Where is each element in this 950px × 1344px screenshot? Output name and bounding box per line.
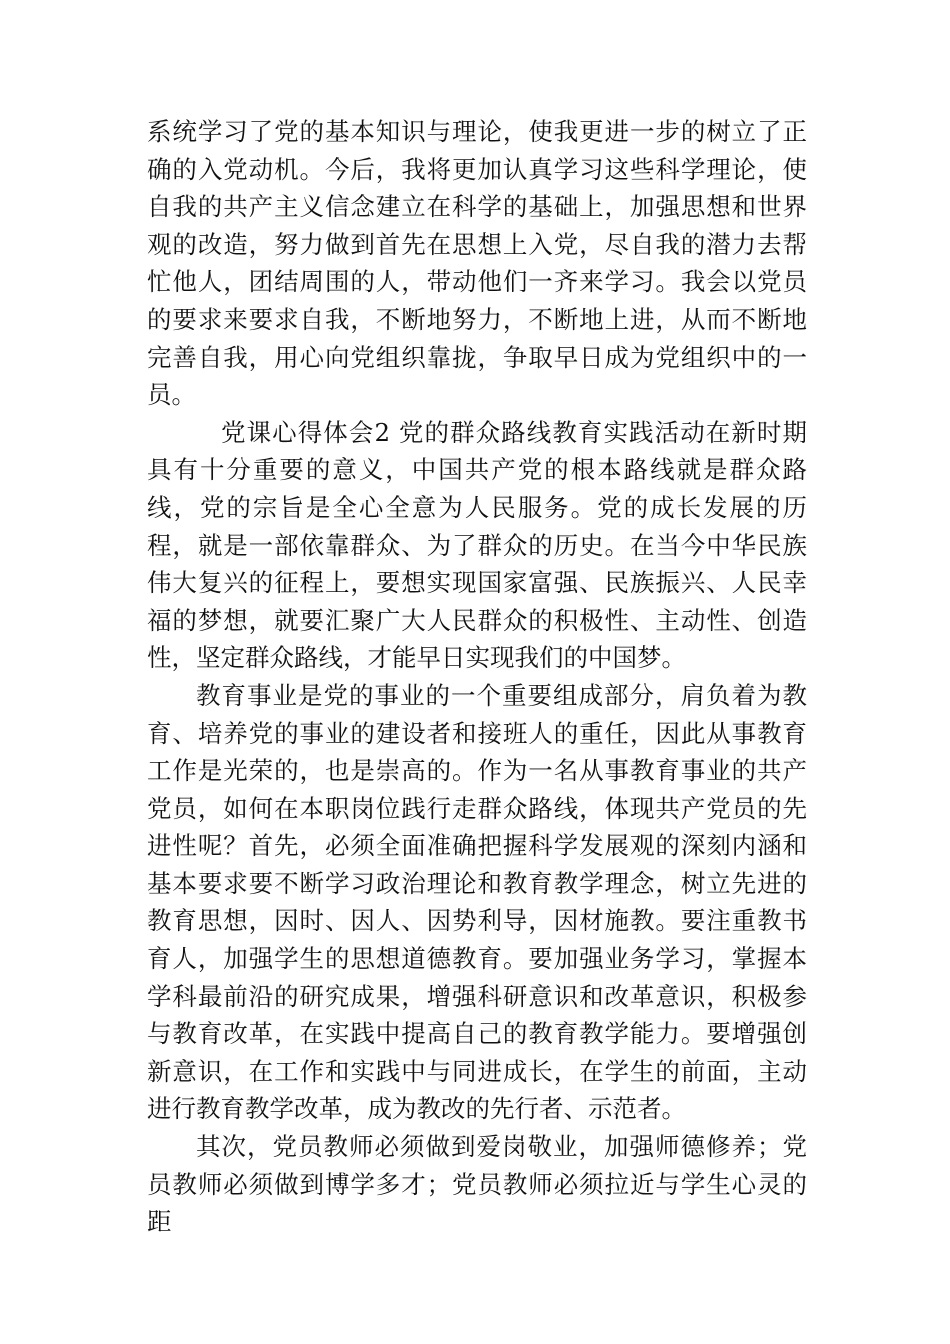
document-body — [147, 113, 807, 1241]
paragraph-1: 系统学习了党的基本知识与理论，使我更进一步的树立了正确的入党动机。今后，我将更加认真学习这些科学理论，使自我的共产主义信念建立在科学的基础上，加强思想和世界观的改造，努力做到首先在思想上入党，尽自我的潜力去帮忙他人，团结周围的人，带动他们一齐来学习。我会以党员的要求来要求自我，不断地努力，不断地上进，从而不断地完善自我，用心向党组织靠拢，争取早日成为党组织中的一员。 — [147, 117, 807, 410]
paragraph-3: 教育事业是党的事业的一个重要组成部分，肩负着为教育、培养党的事业的建设者和接班人的重任，因此从事教育工作是光荣的，也是崇高的。作为一名从事教育事业的共产党员，如何在本职岗位践行走群众路线，体现共产党员的先进性呢？首先，必须全面准确把握科学发展观的深刻内涵和基本要求要不断学习政治理论和教育教学理念，树立先进的教育思想，因时、因人、因势利导，因材施教。要注重教书育人，加强学生的思想道德教育。要加强业务学习，掌握本学科最前沿的研究成果，增强科研意识和改革意识，积极参与教育改革，在实践中提高自己的教育教学能力。要增强创新意识，在工作和实践中与同进成长，在学生的前面，主动进行教育教学改革，成为教改的先行者、示范者。 — [147, 680, 807, 1124]
paragraph-2: 党课心得体会2 党的群众路线教育实践活动在新时期具有十分重要的意义，中国共产党的根本路线就是群众路线，党的宗旨是全心全意为人民服务。党的成长发展的历程，就是一部依靠群众、为了群众的历史。在当今中华民族伟大复兴的征程上，要想实现国家富强、民族振兴、人民幸福的梦想，就要汇聚广大人民群众的积极性、主动性、创造性，坚定群众路线，才能早日实现我们的中国梦。 — [147, 417, 807, 673]
paragraph-4: 其次，党员教师必须做到爱岗敬业，加强师德修养；党员教师必须做到博学多才；党员教师必须拉近与学生心灵的距 — [147, 1132, 807, 1237]
